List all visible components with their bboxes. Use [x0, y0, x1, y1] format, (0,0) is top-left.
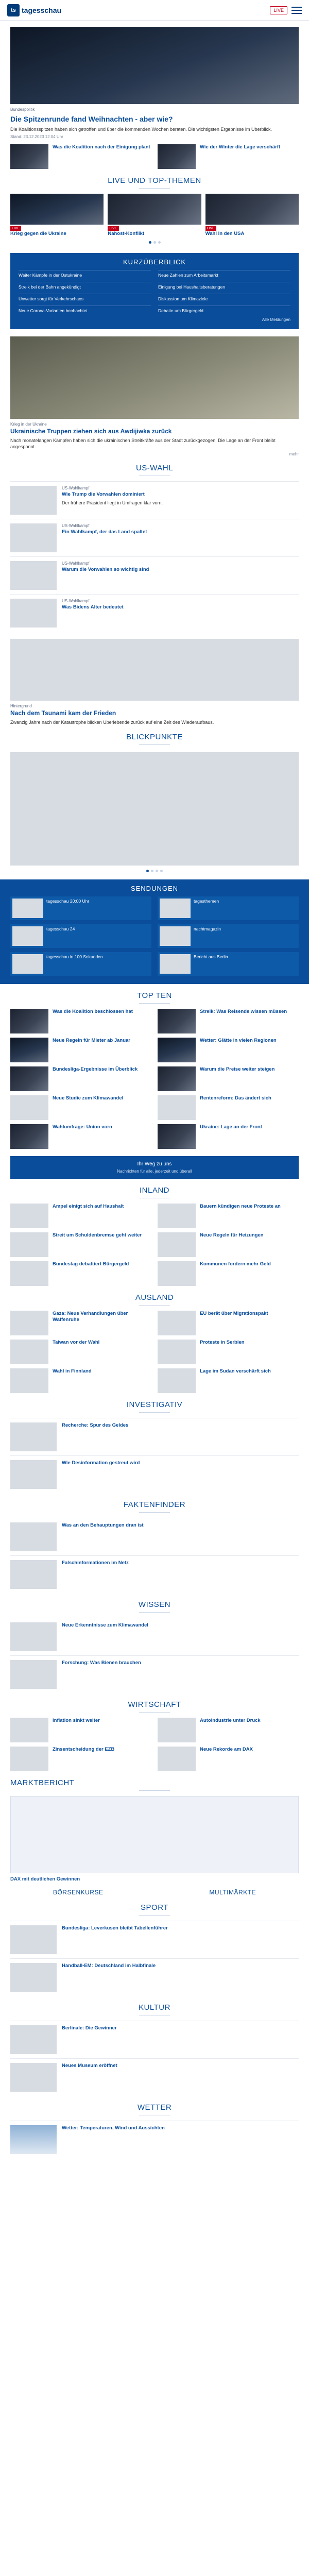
kurz-item[interactable]: Einigung bei Haushaltsberatungen — [158, 282, 290, 292]
inland-title[interactable]: Kommunen fordern mehr Geld — [200, 1261, 271, 1267]
sendung-title: Bericht aus Berlin — [194, 954, 228, 959]
ausland-image — [10, 1368, 48, 1393]
sendung-image — [12, 899, 43, 918]
section-title-kultur: KULTUR — [0, 2003, 309, 2015]
topten-item[interactable] — [158, 1095, 299, 1120]
inland-item[interactable] — [158, 1232, 299, 1257]
live-badge: LIVE — [108, 226, 118, 231]
markt-caption[interactable]: DAX mit deutlichen Gewinnen — [10, 1876, 80, 1882]
topten-item[interactable] — [10, 1009, 151, 1033]
sendung-image — [160, 954, 191, 974]
kurzueberblick-box — [10, 253, 299, 329]
wirtschaft-image — [158, 1718, 196, 1742]
mid-story[interactable] — [10, 639, 299, 725]
topten-title[interactable]: Rentenreform: Das ändert sich — [200, 1095, 271, 1101]
inland-item[interactable] — [10, 1204, 151, 1228]
inland-title[interactable]: Streit um Schuldenbremse geht weiter — [53, 1232, 142, 1238]
list-image — [10, 1422, 57, 1451]
list-eyebrow: US-Wahlkampf — [62, 598, 90, 603]
hero-eyebrow: Bundespolitik — [10, 107, 35, 112]
list-eyebrow: US-Wahlkampf — [62, 485, 90, 490]
hero-image — [10, 27, 299, 104]
list-image — [10, 1460, 57, 1489]
section-title-wissen: WISSEN — [0, 1600, 309, 1613]
section-title-inland: INLAND — [0, 1186, 309, 1198]
section-title-investigativ: INVESTIGATIV — [0, 1400, 309, 1413]
inland-title[interactable]: Bundestag debattiert Bürgergeld — [53, 1261, 129, 1267]
list-item[interactable] — [10, 1958, 299, 1996]
ausland-title[interactable]: EU berät über Migrationspakt — [200, 1310, 268, 1316]
topten-item[interactable] — [158, 1066, 299, 1091]
topten-item[interactable] — [10, 1095, 151, 1120]
ausland-title[interactable]: Gaza: Neue Verhandlungen über Waffenruhe — [53, 1310, 128, 1323]
live-image — [10, 194, 104, 225]
list-image — [10, 1925, 57, 1954]
topten-title[interactable]: Wahlumfrage: Union vorn — [53, 1124, 112, 1130]
mid-image — [10, 639, 299, 701]
list-image — [10, 2025, 57, 2054]
list-item[interactable] — [10, 556, 299, 594]
wirtschaft-item[interactable] — [10, 1718, 151, 1742]
section-title-ausland: AUSLAND — [0, 1293, 309, 1306]
list-image — [10, 561, 57, 590]
ausland-image — [158, 1311, 196, 1335]
list-title[interactable]: Was Bidens Alter bedeutet — [62, 604, 124, 610]
topten-item[interactable] — [10, 1066, 151, 1091]
live-card[interactable] — [10, 194, 104, 237]
section-title-wirtschaft: WIRTSCHAFT — [0, 1700, 309, 1713]
mid-eyebrow: Hintergrund — [10, 703, 32, 708]
list-item[interactable] — [10, 481, 299, 519]
live-badge: LIVE — [10, 226, 21, 231]
feature-image — [10, 336, 299, 419]
inland-title[interactable]: Bauern kündigen neue Proteste an — [200, 1203, 281, 1209]
inland-title[interactable]: Neue Regeln für Heizungen — [200, 1232, 264, 1238]
list-item[interactable] — [10, 1418, 299, 1455]
section-title-faktenfinder: FAKTENFINDER — [0, 1500, 309, 1513]
ausland-item[interactable] — [10, 1311, 151, 1335]
sendung-card[interactable] — [10, 952, 151, 976]
list-item[interactable] — [10, 1655, 299, 1693]
info-band-title: Ihr Weg zu uns — [137, 1161, 172, 1167]
list-eyebrow: US-Wahlkampf — [62, 523, 90, 528]
list-image — [10, 1522, 57, 1551]
ausland-item[interactable] — [158, 1340, 299, 1364]
feature-eyebrow: Krieg in der Ukraine — [10, 421, 47, 427]
list-title[interactable]: Bundesliga: Leverkusen bleibt Tabellenführer — [62, 1925, 168, 1931]
hero-title[interactable]: Die Spitzenrunde fand Weihnachten - aber wie? — [10, 115, 173, 123]
list-title[interactable]: Recherche: Spur des Geldes — [62, 1422, 129, 1428]
list-image — [10, 1660, 57, 1689]
wirtschaft-item[interactable] — [158, 1747, 299, 1771]
section-title-blickpunkte: BLICKPUNKTE — [0, 733, 309, 745]
sendungen-title: SENDUNGEN — [130, 884, 179, 892]
topten-image — [10, 1066, 48, 1091]
sendung-image — [12, 954, 43, 974]
market-chart — [10, 1796, 299, 1873]
feature-teaser[interactable] — [10, 336, 299, 456]
list-title[interactable]: Neue Erkenntnisse zum Klimawandel — [62, 1622, 148, 1628]
ausland-image — [158, 1368, 196, 1393]
wirtschaft-title[interactable]: Autoindustrie unter Druck — [200, 1717, 261, 1723]
live-card[interactable] — [108, 194, 201, 237]
list-image — [10, 1560, 57, 1589]
sendung-card[interactable] — [10, 924, 151, 948]
list-image — [10, 2125, 57, 2154]
topten-title[interactable]: Streik: Was Reisende wissen müssen — [200, 1008, 287, 1014]
carousel-dots[interactable] — [0, 870, 309, 872]
list-title[interactable]: Falschinformationen im Netz — [62, 1560, 129, 1566]
wirtschaft-image — [10, 1747, 48, 1771]
list-title[interactable]: Was an den Behauptungen dran ist — [62, 1522, 144, 1528]
menu-icon[interactable] — [291, 7, 302, 14]
list-text: Der frühere Präsident liegt in Umfragen klar vorn. — [62, 500, 163, 505]
kurz-item[interactable]: Debatte um Bürgergeld — [158, 306, 290, 315]
topten-title[interactable]: Bundesliga-Ergebnisse im Überblick — [53, 1066, 138, 1072]
logo-icon[interactable]: ts — [7, 4, 20, 16]
sendung-title: tagesschau 20:00 Uhr — [46, 898, 90, 904]
topten-image — [10, 1038, 48, 1062]
kurzueberblick-title: KURZÜBERBLICK — [123, 258, 186, 266]
list-item[interactable] — [10, 1921, 299, 1958]
sendung-image — [160, 899, 191, 918]
topten-image — [158, 1009, 196, 1033]
topten-image — [10, 1095, 48, 1120]
live-title[interactable]: Wahl in den USA — [205, 230, 245, 236]
hero-teaser[interactable] — [10, 27, 299, 139]
ausland-title[interactable]: Taiwan vor der Wahl — [53, 1339, 100, 1345]
list-title[interactable]: Berlinale: Die Gewinner — [62, 2025, 117, 2031]
list-title[interactable]: Forschung: Was Bienen brauchen — [62, 1659, 141, 1666]
live-title[interactable]: Krieg gegen die Ukraine — [10, 230, 66, 236]
section-title-uswahl: US-WAHL — [0, 464, 309, 476]
ausland-image — [158, 1340, 196, 1364]
live-image — [205, 194, 299, 225]
inland-title[interactable]: Ampel einigt sich auf Haushalt — [53, 1203, 124, 1209]
kurz-item[interactable]: Streik bei der Bahn angekündigt — [19, 282, 151, 292]
list-item[interactable] — [10, 1455, 299, 1493]
list-title[interactable]: Warum die Vorwahlen so wichtig sind — [62, 566, 149, 572]
feature-text: Nach monatelangen Kämpfen haben sich die ukrainischen Streitkräfte aus der Stadt zurückgezogen. Die Lage an der Front bleibt angespannt. — [10, 437, 276, 449]
live-card[interactable] — [205, 194, 299, 237]
blickpunkte-image[interactable] — [10, 752, 299, 866]
ausland-item[interactable] — [10, 1340, 151, 1364]
marktbericht[interactable] — [10, 1778, 299, 1883]
kurz-item[interactable]: Diskussion um Klimaziele — [158, 294, 290, 303]
live-button[interactable]: LIVE — [270, 6, 287, 14]
feature-title[interactable]: Ukrainische Truppen ziehen sich aus Awdijiwka zurück — [10, 427, 172, 435]
list-item[interactable] — [10, 594, 299, 632]
wirtschaft-item[interactable] — [10, 1747, 151, 1771]
teaser-card[interactable] — [10, 144, 151, 169]
topten-item[interactable] — [10, 1038, 151, 1062]
inland-image — [10, 1232, 48, 1257]
topten-image — [158, 1066, 196, 1091]
list-image — [10, 1963, 57, 1992]
kurz-item[interactable]: Neue Corona-Varianten beobachtet — [19, 306, 151, 315]
kurz-item[interactable]: Neue Zahlen zum Arbeitsmarkt — [158, 270, 290, 280]
kurz-item[interactable]: Unwetter sorgt für Verkehrschaos — [19, 294, 151, 303]
kurz-item[interactable]: Weiter Kämpfe in der Ostukraine — [19, 270, 151, 280]
list-image — [10, 599, 57, 628]
ausland-image — [10, 1311, 48, 1335]
list-image — [10, 523, 57, 552]
wirtschaft-title[interactable]: Neue Rekorde am DAX — [200, 1746, 253, 1752]
topten-title[interactable]: Wetter: Glätte in vielen Regionen — [200, 1037, 277, 1043]
inland-image — [158, 1232, 196, 1257]
ausland-title[interactable]: Wahl in Finnland — [53, 1368, 92, 1374]
sendung-card[interactable] — [158, 952, 299, 976]
topten-image — [158, 1038, 196, 1062]
sendung-image — [160, 926, 191, 946]
hero-meta: Stand: 23.12.2023 12:04 Uhr — [10, 134, 63, 139]
list-title[interactable]: Neues Museum eröffnet — [62, 2062, 117, 2069]
section-title-live: LIVE UND TOP-THEMEN — [0, 176, 309, 189]
info-band[interactable] — [10, 1156, 299, 1179]
topten-item[interactable] — [158, 1038, 299, 1062]
ausland-title[interactable]: Lage im Sudan verschärft sich — [200, 1368, 271, 1374]
topten-image — [10, 1009, 48, 1033]
teaser-title[interactable]: Was die Koalition nach der Einigung plant — [53, 144, 150, 150]
top-bar — [0, 0, 309, 21]
teaser-card[interactable] — [158, 144, 299, 169]
list-item[interactable] — [10, 1555, 299, 1593]
list-image — [10, 2063, 57, 2092]
mid-text: Zwanzig Jahre nach der Katastrophe blicken Überlebende zurück auf eine Zeit des Wiederaufbaus. — [10, 719, 214, 725]
topten-image — [158, 1095, 196, 1120]
inland-image — [158, 1204, 196, 1228]
mid-title[interactable]: Nach dem Tsunami kam der Frieden — [10, 709, 116, 717]
wirtschaft-title[interactable]: Inflation sinkt weiter — [53, 1717, 100, 1723]
live-image — [108, 194, 201, 225]
ausland-image — [10, 1340, 48, 1364]
sendungen-band — [0, 879, 309, 984]
topten-item[interactable] — [10, 1124, 151, 1149]
topten-item[interactable] — [158, 1009, 299, 1033]
topten-title[interactable]: Warum die Preise weiter steigen — [200, 1066, 275, 1072]
list-eyebrow: US-Wahlkampf — [62, 561, 90, 566]
topten-title[interactable]: Ukraine: Lage an der Front — [200, 1124, 262, 1130]
teaser-image — [158, 144, 196, 169]
topten-item[interactable] — [158, 1124, 299, 1149]
inland-item[interactable] — [158, 1261, 299, 1286]
wirtschaft-image — [158, 1747, 196, 1771]
topten-title[interactable]: Neue Regeln für Mieter ab Januar — [53, 1037, 130, 1043]
wirtschaft-item[interactable] — [158, 1718, 299, 1742]
list-item[interactable] — [10, 1518, 299, 1555]
inland-item[interactable] — [158, 1204, 299, 1228]
section-title-sport: SPORT — [0, 1903, 309, 1916]
sendung-title: tagesschau 24 — [46, 926, 75, 931]
boerse-link[interactable]: BÖRSENKURSE — [53, 1888, 104, 1896]
list-item[interactable] — [10, 2121, 299, 2158]
list-item[interactable] — [10, 1618, 299, 1655]
inland-item[interactable] — [10, 1261, 151, 1286]
sendung-card[interactable] — [10, 896, 151, 920]
topten-image — [10, 1124, 48, 1149]
inland-item[interactable] — [10, 1232, 151, 1257]
sendung-image — [12, 926, 43, 946]
sendung-title: nachtmagazin — [194, 926, 221, 931]
list-item[interactable] — [10, 2021, 299, 2058]
teaser-image — [10, 144, 48, 169]
wirtschaft-title[interactable]: Zinsentscheidung der EZB — [53, 1746, 115, 1752]
ausland-item[interactable] — [158, 1311, 299, 1335]
live-badge: LIVE — [205, 226, 216, 231]
sendung-title: tagesthemen — [194, 898, 219, 904]
inland-image — [10, 1204, 48, 1228]
wirtschaft-image — [10, 1718, 48, 1742]
logo[interactable]: tagesschau — [22, 6, 62, 14]
list-title[interactable]: Wie Desinformation gestreut wird — [62, 1460, 140, 1466]
sendung-title: tagesschau in 100 Sekunden — [46, 954, 103, 959]
multimaerkte-link[interactable]: MULTIMÄRKTE — [209, 1888, 256, 1896]
section-title-wetter: WETTER — [0, 2103, 309, 2115]
list-item[interactable] — [10, 2058, 299, 2096]
topten-title[interactable]: Was die Koalition beschlossen hat — [53, 1008, 133, 1014]
sendung-card[interactable] — [158, 924, 299, 948]
topten-image — [158, 1124, 196, 1149]
live-title[interactable]: Nahost-Konflikt — [108, 230, 145, 236]
teaser-title[interactable]: Wie der Winter die Lage verschärft — [200, 144, 281, 150]
list-image — [10, 1622, 57, 1651]
list-title[interactable]: Ein Wahlkampf, der das Land spaltet — [62, 529, 147, 535]
carousel-dots[interactable] — [0, 241, 309, 244]
list-image — [10, 486, 57, 515]
list-title[interactable]: Handball-EM: Deutschland im Halbfinale — [62, 1962, 156, 1969]
topten-title[interactable]: Neue Studie zum Klimawandel — [53, 1095, 124, 1101]
info-band-text: Nachrichten für alle, jederzeit und überall — [117, 1168, 192, 1174]
ausland-item[interactable] — [158, 1368, 299, 1393]
ausland-item[interactable] — [10, 1368, 151, 1393]
section-title-topten: TOP TEN — [0, 991, 309, 1004]
ausland-title[interactable]: Proteste in Serbien — [200, 1339, 245, 1345]
inland-image — [158, 1261, 196, 1286]
list-title[interactable]: Wie Trump die Vorwahlen dominiert — [62, 491, 145, 497]
inland-image — [10, 1261, 48, 1286]
hero-text: Die Koalitionsspitzen haben sich getroffen und über die kommenden Wochen beraten. Die wichtigsten Ergebnisse im Überblick. — [10, 126, 272, 132]
feature-more[interactable]: mehr — [289, 451, 299, 456]
list-title[interactable]: Wetter: Temperaturen, Wind und Aussichten — [62, 2125, 165, 2131]
kurz-more-link[interactable]: Alle Meldungen — [262, 317, 290, 322]
list-item[interactable] — [10, 519, 299, 556]
sendung-card[interactable] — [158, 896, 299, 920]
section-title-markt: MARKTBERICHT — [10, 1778, 299, 1791]
